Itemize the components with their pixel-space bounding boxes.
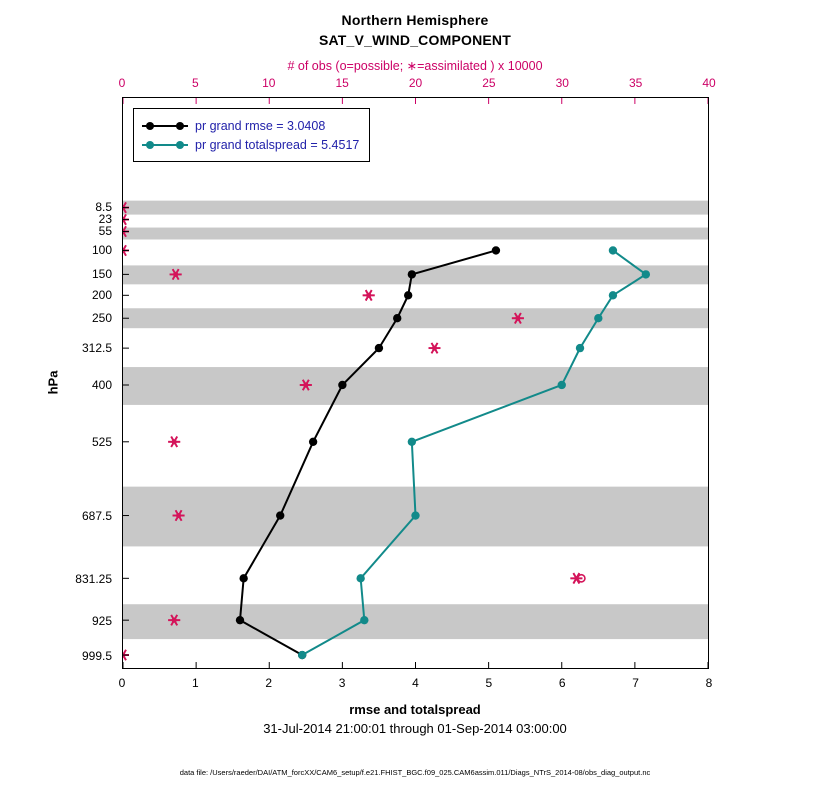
y-tick-831.25: 831.25	[75, 572, 112, 586]
x-tick-2: 2	[265, 676, 273, 690]
legend-swatch-rmse	[142, 119, 188, 133]
title-line-2: SAT_V_WIND_COMPONENT	[319, 32, 511, 48]
top-tick-15: 15	[335, 76, 349, 90]
top-tick-35: 35	[628, 76, 643, 90]
y-tick-200: 200	[91, 288, 112, 302]
top-tick-40: 40	[702, 76, 716, 90]
top-axis-title: # of obs (o=possible; ∗=assimilated ) x 10000	[287, 59, 543, 73]
y-tick-925: 925	[91, 614, 112, 628]
x-axis-tick-labels	[118, 672, 713, 696]
legend-swatch-totalspread	[142, 138, 188, 152]
top-tick-5: 5	[192, 76, 199, 90]
top-axis-tick-labels	[118, 76, 716, 94]
data-file-caption: data file: /Users/raeder/DAI/ATM_forcXX/CAM6_setup/f.e21.FHIST_BGC.f09_025.CAM6assim.011/Diags_NTrS_2014-08/obs_diag_output.nc	[179, 768, 651, 777]
top-tick-0: 0	[118, 76, 126, 90]
chart-title	[0, 12, 830, 48]
x-tick-6: 6	[558, 676, 566, 690]
top-tick-25: 25	[482, 76, 496, 90]
top-tick-20: 20	[408, 76, 423, 90]
date-range-caption: 31-Jul-2014 21:00:01 through 01-Sep-2014 03:00:00	[263, 721, 567, 736]
legend-item-rmse	[142, 116, 359, 135]
x-tick-5: 5	[485, 676, 493, 690]
y-tick-525: 525	[91, 435, 112, 449]
x-axis-title: rmse and totalspread	[349, 702, 481, 717]
y-tick-100: 100	[91, 243, 112, 257]
x-tick-4: 4	[412, 676, 419, 690]
legend-label-totalspread: pr grand totalspread = 5.4517	[195, 137, 360, 152]
x-tick-8: 8	[705, 676, 713, 690]
y-tick-999.5: 999.5	[81, 649, 112, 663]
x-tick-1: 1	[192, 676, 199, 690]
y-tick-23: 23	[98, 212, 112, 226]
y-tick-55: 55	[98, 224, 112, 238]
y-tick-8.5: 8.5	[95, 200, 112, 214]
legend-label-rmse: pr grand rmse = 3.0408	[195, 118, 326, 133]
legend	[133, 108, 370, 162]
legend-item-totalspread	[142, 135, 359, 154]
y-tick-400: 400	[91, 378, 112, 392]
x-tick-7: 7	[632, 676, 639, 690]
y-tick-150: 150	[91, 267, 112, 281]
plot-area	[122, 97, 709, 669]
top-tick-30: 30	[555, 76, 569, 90]
y-tick-312.5: 312.5	[81, 341, 112, 355]
x-tick-0: 0	[118, 676, 126, 690]
x-tick-3: 3	[338, 676, 346, 690]
y-axis-title: hPa	[45, 370, 61, 395]
y-tick-687.5: 687.5	[81, 509, 112, 523]
y-tick-250: 250	[91, 311, 112, 325]
top-tick-10: 10	[262, 76, 276, 90]
title-line-1: Northern Hemisphere	[341, 12, 489, 28]
plot-canvas	[123, 98, 708, 668]
